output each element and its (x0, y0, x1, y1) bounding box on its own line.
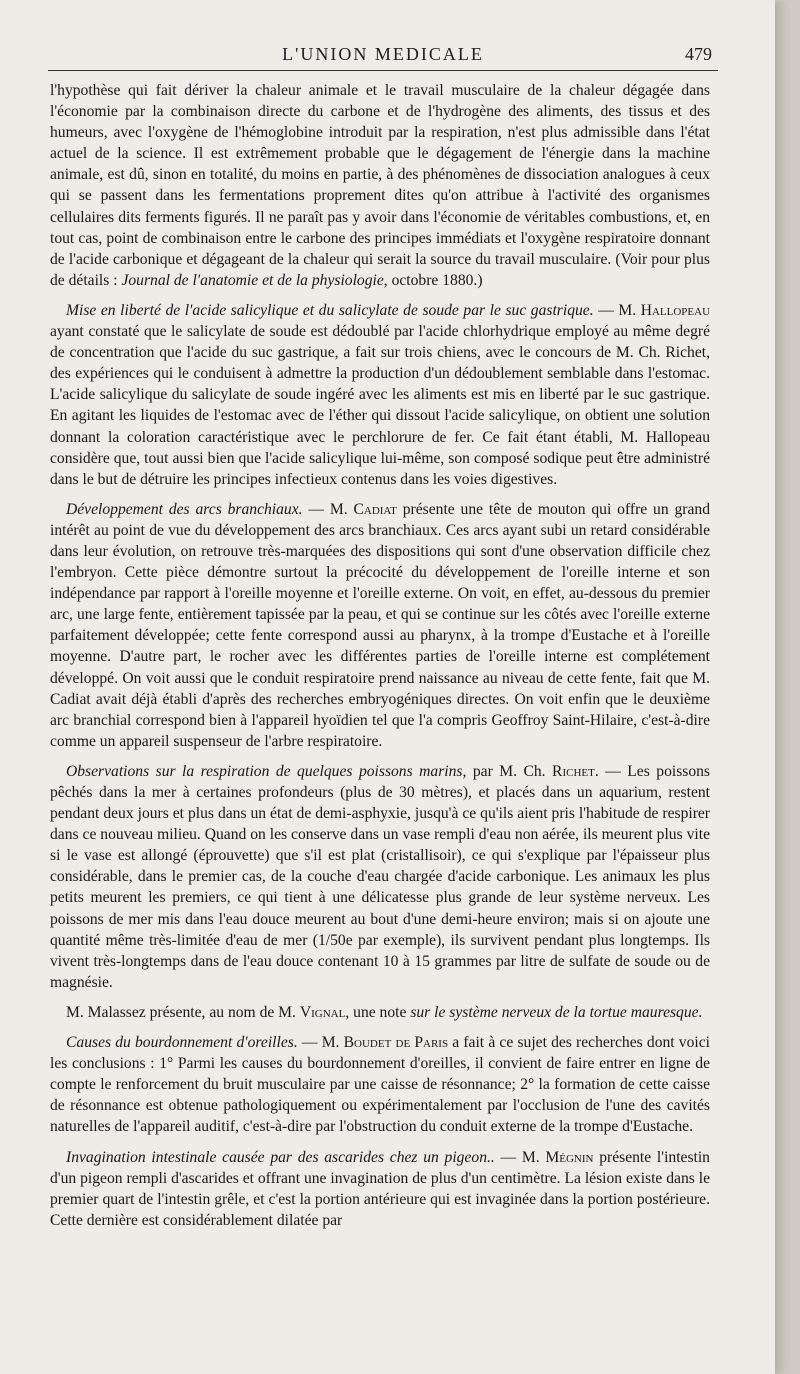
author-name: Cadiat (353, 500, 397, 518)
section-lead: Mise en liberté de l'acide salicylique et du salicylate de soude par le suc gastrique. (66, 301, 594, 319)
paragraph-invagination (50, 1147, 710, 1231)
author-name: Vignal (299, 1003, 346, 1021)
paragraph-salicylique (50, 300, 710, 490)
paragraph-text: M. Malassez présente, au nom de M. (66, 1003, 300, 1021)
lead-dash: — M. (297, 1034, 344, 1052)
note-title: sur le système nerveux de la tortue mauresque. (410, 1003, 703, 1021)
author-name: Hallopeau (640, 301, 710, 319)
section-lead: Causes du bourdonnement d'oreilles. (66, 1034, 298, 1052)
paragraph-arcs-branchiaux (50, 499, 710, 752)
lead-pre: par M. Ch. (466, 762, 553, 780)
author-name: Boudet de Paris (343, 1034, 449, 1052)
paragraph-text: l'hypothèse qui fait dériver la chaleur animale et le travail musculaire de la chaleur dégagée dans l'économie par la combinaison directe du carbone et de l'hydrogène des aliments, des tissus et des humeurs, avec l'oxygène de l'hémoglobine introduit par la respiration, n'est plus admissible dans l'état actuel de la science. Il est extrêmement probable que le dégagement de l'énergie dans la machine animale, est dû, sinon en totalité, du moins en partie, à des phénomènes de dissociation analogues à ceux qui se passent dans les fermentations proprement dites qu'on attribue à l'activité des organismes cellulaires dits ferments figurés. Il ne paraît pas y avoir dans l'économie de véritables combustions, et, en tout cas, point de combinaison entre le carbone des principes immédiats et l'oxygène respiratoire donnant de l'acide carbonique et dégageant de la chaleur qui serait la source du travail musculaire. (Voir pour plus de détails : (50, 82, 710, 289)
section-lead: Observations sur la respiration de quelques poissons marins, (66, 762, 467, 780)
lead-dash: — M. (302, 500, 354, 518)
running-header (48, 40, 718, 71)
lead-dash: — M. (494, 1148, 546, 1166)
paragraph-text: présente l'intestin d'un pigeon rempli d'ascarides et offrant une invagination de plus d'un centimètre. La lésion existe dans le premier quart de l'intestin grêle, et c'est la portion antérieure qui est invaginée dans la portion postérieure. Cette dernière est considérablement dilatée par (50, 1148, 710, 1229)
paragraph-text: a fait à ce sujet des recherches dont voici les conclusions : 1° Parmi les causes du bourdonnement d'oreilles, il convient de faire entrer en ligne de compte le renforcement du bruit musculaire par une caisse de résonnance; 2° la formation de cette caisse de résonnance est obtenue pathologiquement ou expérimentalement par l'occlusion de l'une des cavités naturelles de l'appareil auditif, c'est-à-dire par l'obstruction du conduit externe de la trompe d'Eustache. (50, 1034, 710, 1136)
author-name: Mégnin (545, 1148, 594, 1166)
paragraph-text: présente une tête de mouton qui offre un grand intérêt au point de vue du développement des arcs branchiaux. Ces arcs ayant subi un retard considérable dans leur évolution, on retrouve très-marquées des dispositions qui sont d'une observation difficile chez l'embryon. Cette pièce démontre surtout la précocité du développement de l'oreille interne et son indépendance par rapport à l'oreille moyenne et l'oreille externe. On voit, en effet, au-dessous du premier arc, une large fente, entièrement tapissée par la peau, et qui se continue sur les côtés avec l'oreille externe parfaitement développée; cette fente correspond aussi au pharynx, à la trompe d'Eustache et à l'oreille moyenne. D'autre part, le rocher avec les différentes parties de l'oreille interne est complétement développé. On voit aussi que le conduit respiratoire prend naissance au niveau de cette fente, fait que M. Cadiat avait déjà établi d'après des recherches embryogéniques directes. On voit enfin que le deuxième arc branchial correspond bien à l'appareil hyoïdien tel que l'a compris Geoffroy Saint-Hilaire, c'est-à-dire comme un appareil suspenseur de l'arbre respiratoire. (50, 500, 710, 750)
section-lead: Invagination intestinale causée par des ascarides chez un pigeon.. (66, 1148, 495, 1166)
author-name: Richet (552, 762, 595, 780)
paragraph-text: , octobre 1880.) (383, 271, 483, 289)
article-body (50, 80, 710, 1370)
paragraph-hypothese (50, 80, 710, 291)
paragraph-tortue (50, 1002, 710, 1023)
paragraph-text: ayant constaté que le salicylate de soude est dédoublé par l'acide chlorhydrique employé au même degré de concentration que l'acide du suc gastrique, a fait sur trois chiens, avec le concours de M. Ch. Richet, des expériences qui le conduisent à admettre la production d'un dédoublement semblable dans l'estomac. L'acide salicylique du salicylate de soude ingéré avec les aliments est mis en liberté par le suc gastrique. En agitant les liquides de l'estomac avec de l'éther qui dissout l'acide salicylique, on obtient une solution donnant la coloration caractéristique avec le perchlorure de fer. Ce fait étant établi, M. Hallopeau considère que, tout aussi bien que l'acide salicylique lui-même, son composé sodique peut être administré dans le but de détruire les principes infectieux contenus dans les voies digestives. (50, 323, 710, 488)
page-number: 479 (685, 44, 712, 64)
running-title: L'UNION MEDICALE (282, 44, 484, 64)
paragraph-text: , une note (345, 1003, 411, 1021)
paragraph-bourdonnement (50, 1032, 710, 1137)
lead-dash: — M. (593, 301, 641, 319)
paragraph-text: . — Les poissons pêchés dans la mer à certaines profondeurs (plus de 30 mètres), et placés dans un aquarium, restent pendant deux jours et plus dans un état de demi-asphyxie, jusqu'à ce qu'ils aient pris l'habitude de respirer dans ce nouveau milieu. Quand on les conserve dans un vase rempli d'eau non aérée, ils meurent plus vite si le vase est allongé (éprouvette) que s'il est plat (cristallisoir), ce qui s'explique par l'épaisseur plus considérable, dans le premier cas, de la couche d'eau chargée d'acide carbonique. Les animaux les plus petits meurent les premiers, ce qui tient à une délicatesse plus grande de leur système nerveux. Les poissons de mer mis dans l'eau douce meurent au bout d'une demi-heure environ; mais si on ajoute une quantité même très-limitée d'eau de mer (1/50e par exemple), ils survivent pendant plus longtemps. Ils vivent très-longtemps dans de l'eau douce contenant 10 à 15 grammes par litre de sulfate de soude ou de magnésie. (50, 762, 710, 991)
section-lead: Développement des arcs branchiaux. (66, 500, 303, 518)
paragraph-poissons-marins (50, 761, 710, 993)
journal-reference: Journal de l'anatomie et de la physiologie (121, 271, 384, 289)
